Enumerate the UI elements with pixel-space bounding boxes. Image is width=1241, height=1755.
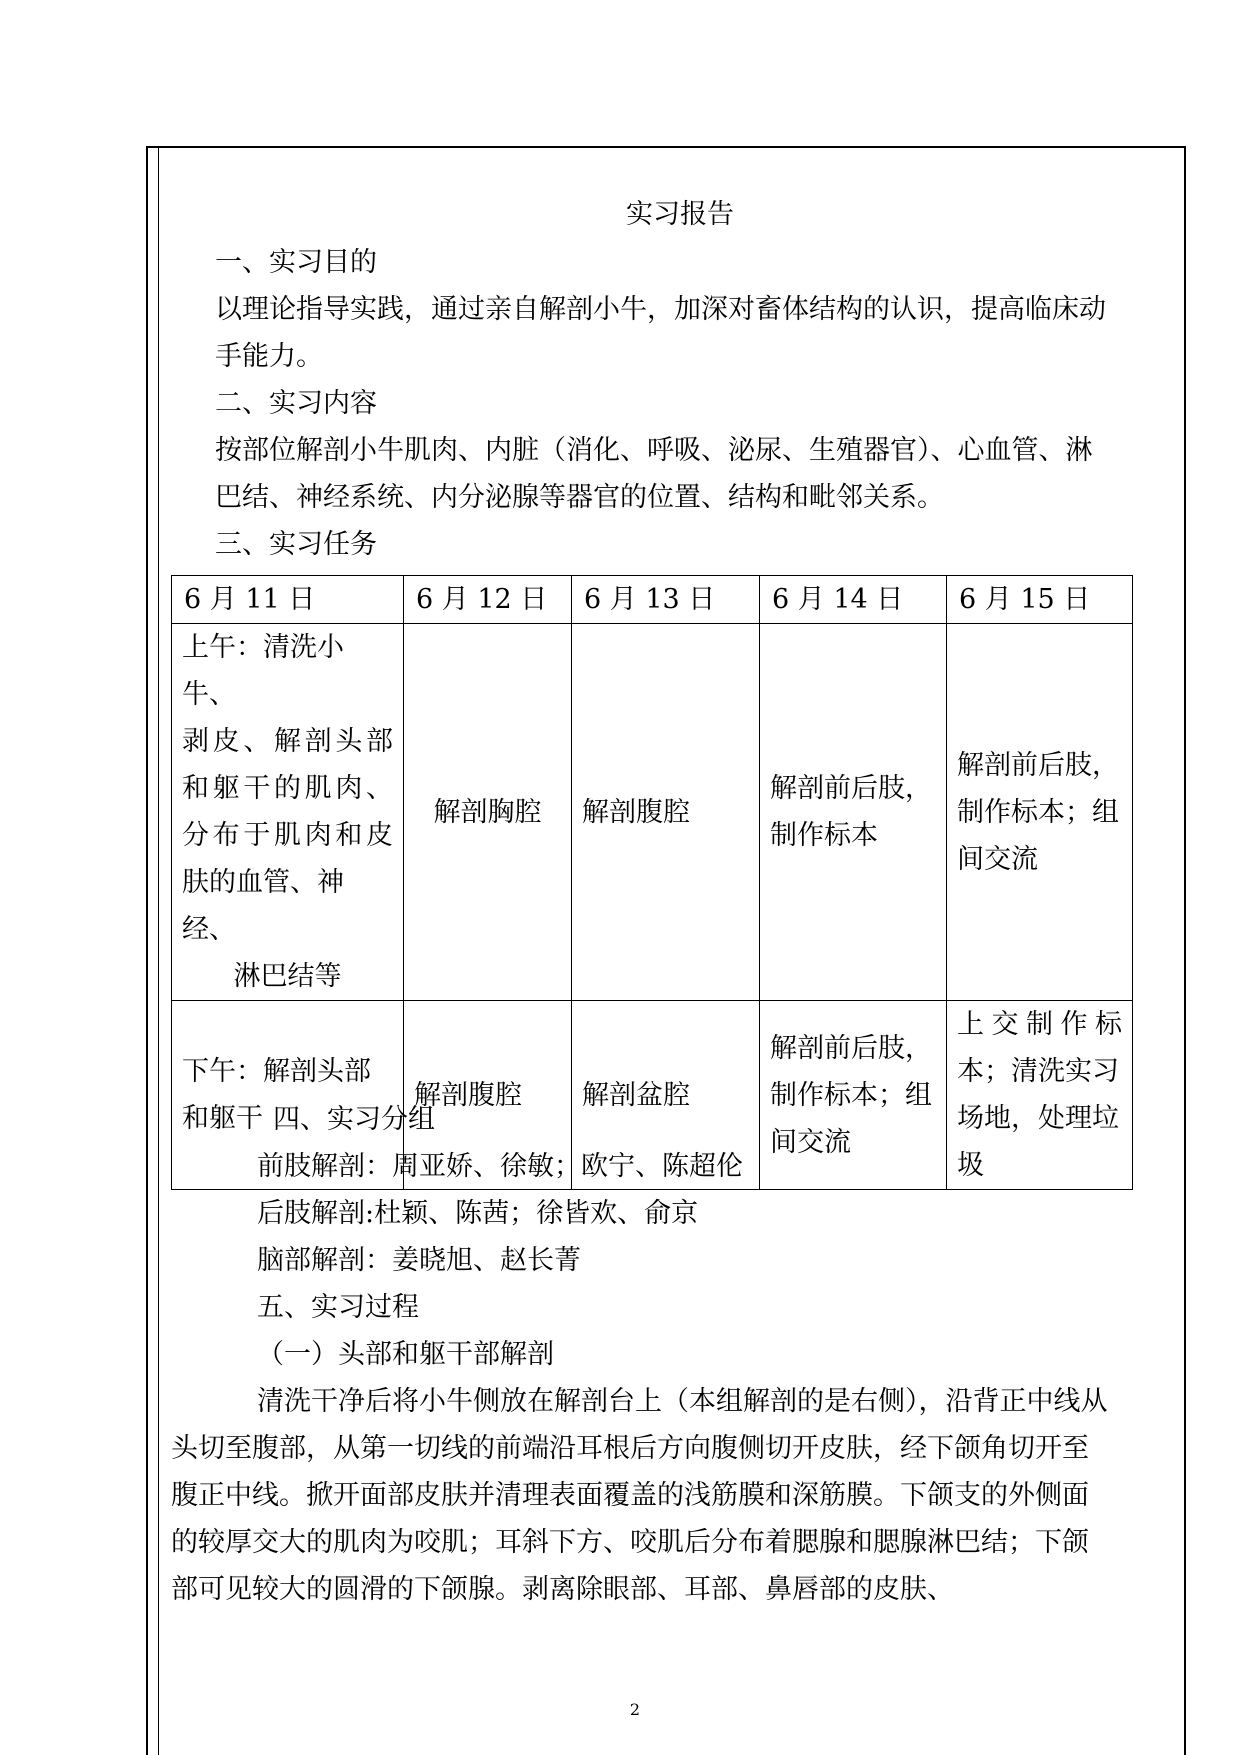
task-line: 上午：清洗小牛、	[182, 632, 344, 710]
form-frame-left-border	[146, 146, 148, 1755]
task-line: 场地，处理垃	[957, 1103, 1119, 1134]
task-cell	[947, 1001, 1133, 1190]
task-line: 间交流	[770, 1126, 851, 1158]
task-schedule-table	[171, 575, 1133, 1190]
task-line: 圾	[957, 1150, 984, 1181]
task-line: 制作标本；组	[957, 796, 1119, 828]
task-line: 肤的血管、神经、	[182, 867, 344, 945]
process-paragraph-line: 清洗干净后将小牛侧放在解剖台上（本组解剖的是右侧），沿背正中线从	[257, 1386, 1108, 1417]
task-cell	[947, 624, 1133, 1001]
form-frame-inner-left-border	[158, 148, 159, 1755]
task-line: 分布于肌肉和皮	[182, 820, 393, 851]
date-cell: 6 月 14 日	[760, 576, 947, 624]
task-cell	[172, 624, 404, 1001]
task-cell	[572, 624, 760, 1001]
purpose-text-line-1: 以理论指导实践，通过亲自解剖小牛，加深对畜体结构的认识，提高临床动	[215, 294, 1106, 325]
process-paragraph-line: 的较厚交大的肌肉为咬肌；耳斜下方、咬肌后分布着腮腺和腮腺淋巴结；下颌	[171, 1527, 1089, 1558]
content-text-line-1: 按部位解剖小牛肌肉、内脏（消化、呼吸、泌尿、生殖器官）、心血管、淋	[215, 435, 1093, 466]
section-heading-tasks: 三、实习任务	[215, 529, 377, 560]
task-line: 和躯干的肌肉、	[182, 773, 393, 804]
date-cell: 6 月 12 日	[404, 576, 572, 624]
form-frame-top-border	[146, 146, 1186, 148]
task-line: 解剖盆腔	[582, 1079, 690, 1111]
task-line: 淋巴结等	[233, 961, 342, 992]
table-header-row	[172, 576, 1133, 624]
date-cell: 6 月 13 日	[572, 576, 760, 624]
page-number: 2	[629, 1700, 641, 1719]
report-title: 实习报告	[626, 199, 734, 230]
task-line: 解剖前后肢，	[957, 749, 1119, 781]
section-heading-purpose: 一、实习目的	[215, 247, 377, 278]
section-heading-groups: 四、实习分组	[273, 1104, 435, 1135]
process-paragraph-line: 部可见较大的圆滑的下颌腺。剥离除眼部、耳部、鼻唇部的皮肤、	[171, 1574, 954, 1605]
group-forelimb: 前肢解剖：周亚娇、徐敏；欧宁、陈超伦	[257, 1151, 743, 1182]
table-row-morning	[172, 624, 1133, 1001]
task-cell	[760, 624, 947, 1001]
task-line: 剥皮、解剖头部	[182, 726, 393, 757]
task-line: 解剖腹腔	[582, 796, 690, 828]
task-line: 和躯干	[182, 1103, 263, 1134]
task-line: 解剖前后肢，	[770, 773, 932, 804]
task-line: 制作标本	[770, 820, 878, 851]
task-cell	[760, 1001, 947, 1190]
task-line: 制作标本；组	[770, 1079, 932, 1111]
process-paragraph-line: 腹正中线。掀开面部皮肤并清理表面覆盖的浅筋膜和深筋膜。下颌支的外侧面	[171, 1480, 1089, 1511]
process-paragraph-line: 头切至腹部，从第一切线的前端沿耳根后方向腹侧切开皮肤，经下颌角切开至	[171, 1433, 1089, 1464]
task-line: 间交流	[957, 843, 1038, 875]
purpose-text-line-2: 手能力。	[215, 341, 323, 372]
subsection-heading-head-trunk: （一）头部和躯干部解剖	[257, 1339, 554, 1370]
task-cell	[404, 624, 572, 1001]
date-cell: 6 月 15 日	[947, 576, 1133, 624]
task-line: 解剖胸腔	[433, 796, 542, 828]
section-heading-process: 五、实习过程	[257, 1292, 419, 1323]
task-line: 解剖前后肢，	[770, 1032, 932, 1064]
task-line: 本；清洗实习	[957, 1056, 1119, 1087]
section-heading-content: 二、实习内容	[215, 388, 377, 419]
date-cell: 6 月 11 日	[172, 576, 404, 624]
group-hindlimb: 后肢解剖:杜颖、陈茜；徐皆欢、俞京	[257, 1198, 699, 1229]
form-frame-right-border	[1184, 146, 1186, 1755]
content-text-line-2: 巴结、神经系统、内分泌腺等器官的位置、结构和毗邻关系。	[215, 482, 944, 513]
task-line: 下午：解剖头部	[182, 1056, 371, 1087]
task-line: 上交制作标	[957, 1009, 1122, 1040]
task-line: 解剖腹腔	[414, 1079, 522, 1111]
group-brain: 脑部解剖：姜晓旭、赵长菁	[257, 1245, 581, 1276]
